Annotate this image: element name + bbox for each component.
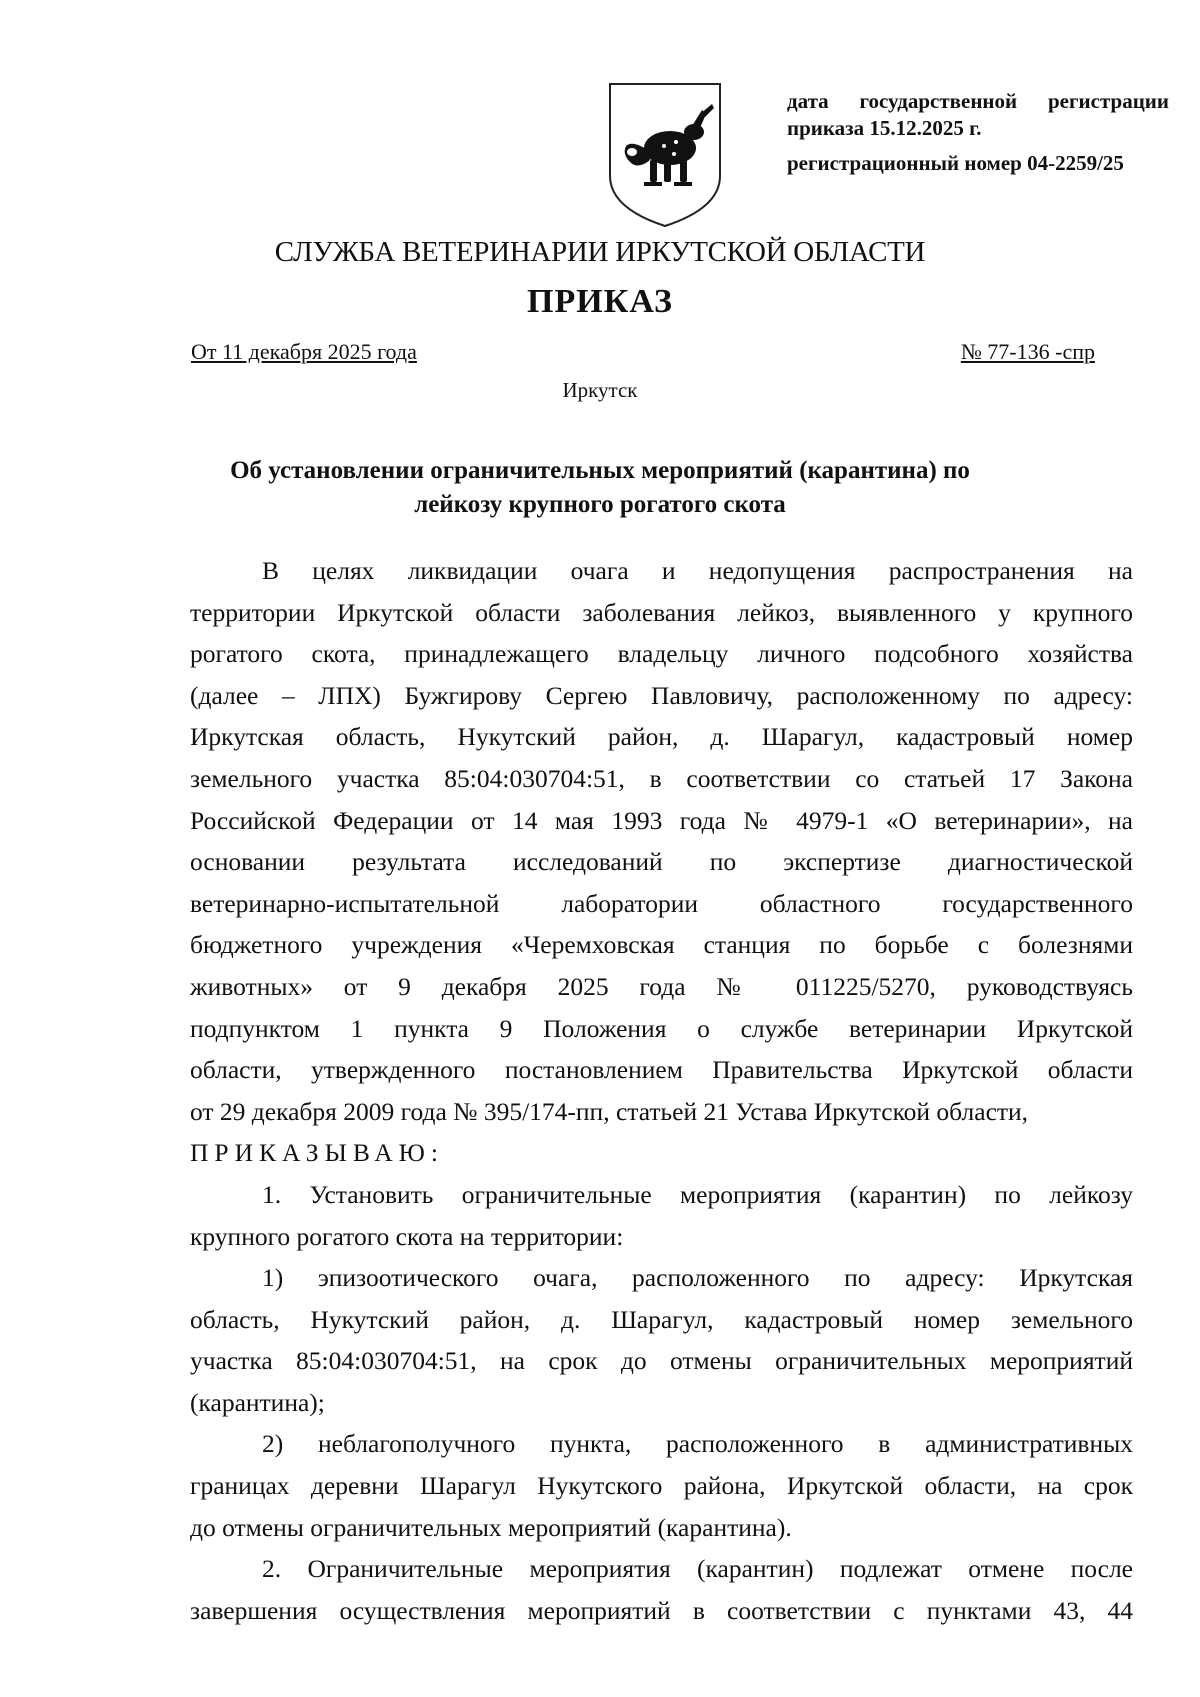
- body-line: Российской Федерации от 14 мая 1993 года № 4979-1 «О ветеринарии», на: [190, 805, 1133, 835]
- order-title: [150, 454, 1050, 522]
- order-city: Иркутск: [562, 378, 638, 402]
- body-line: ветеринарно-испытательной лаборатории областного государственного: [190, 888, 1133, 918]
- order-body: [190, 550, 1133, 1631]
- registration-date: приказа 15.12.2025 г.: [787, 116, 982, 140]
- body-line: крупного рогатого скота на территории:: [190, 1221, 624, 1251]
- body-line: область, Нукутский район, д. Шарагул, кадастровый номер земельного: [190, 1304, 1133, 1334]
- body-line: бюджетного учреждения «Черемховская станция по борьбе с болезнями: [190, 930, 1133, 960]
- coat-of-arms-emblem: [604, 80, 726, 230]
- document-type: ПРИКАЗ: [527, 283, 673, 320]
- body-line: завершения осуществления мероприятий в соответствии с пунктами 43, 44: [190, 1595, 1133, 1625]
- body-line: 2) неблагополучного пункта, расположенного в административных: [262, 1429, 1133, 1459]
- body-line: 2. Ограничительные мероприятия (карантин) подлежат отмене после: [262, 1554, 1133, 1584]
- body-line: В целях ликвидации очага и недопущения распространения на: [262, 556, 1133, 585]
- order-directive: ПРИКАЗЫВАЮ:: [190, 1138, 444, 1168]
- registration-block: [787, 88, 1169, 177]
- body-line: от 29 декабря 2009 года № 395/174-пп, статьей 21 Устава Иркутской области,: [190, 1096, 1029, 1126]
- body-line: территории Иркутской области заболевания лейкоз, выявленного у крупного: [190, 597, 1133, 627]
- body-line: до отмены ограничительных мероприятий (карантина).: [190, 1512, 792, 1542]
- body-line: 1. Установить ограничительные мероприятия (карантин) по лейкозу: [262, 1179, 1133, 1209]
- body-line: земельного участка 85:04:030704:51, в соответствии со статьей 17 Закона: [190, 763, 1133, 793]
- registration-number: регистрационный номер 04-2259/25: [787, 151, 1124, 175]
- body-line: 1) эпизоотического очага, расположенного по адресу: Иркутская: [262, 1263, 1133, 1293]
- body-line: участка 85:04:030704:51, на срок до отмены ограничительных мероприятий: [190, 1346, 1133, 1376]
- body-line: животных» от 9 декабря 2025 года № 011225/5270, руководствуясь: [190, 971, 1133, 1001]
- body-line: границах деревни Шарагул Нукутского района, Иркутской области, на срок: [190, 1471, 1133, 1501]
- body-line: рогатого скота, принадлежащего владельцу личного подсобного хозяйства: [190, 639, 1133, 669]
- registration-date-label: дата государственной регистрации: [787, 89, 1169, 113]
- organization-name: СЛУЖБА ВЕТЕРИНАРИИ ИРКУТСКОЙ ОБЛАСТИ: [274, 236, 926, 268]
- body-line: области, утвержденного постановлением Правительства Иркутской области: [190, 1055, 1133, 1085]
- body-line: (карантина);: [190, 1387, 325, 1417]
- title-line: лейкозу крупного рогатого скота: [414, 491, 786, 518]
- body-line: (далее – ЛПХ) Бужгирову Сергею Павловичу, расположенному по адресу:: [190, 680, 1133, 710]
- body-line: основании результата исследований по экспертизе диагностической: [190, 847, 1133, 877]
- order-number: № 77-136 -спр: [960, 339, 1095, 364]
- title-line: Об установлении ограничительных мероприятий (карантина) по: [230, 457, 970, 484]
- body-line: Иркутская область, Нукутский район, д. Шарагул, кадастровый номер: [190, 722, 1133, 752]
- order-date: От 11 декабря 2025 года: [191, 339, 417, 364]
- body-line: подпунктом 1 пункта 9 Положения о службе ветеринарии Иркутской: [190, 1013, 1133, 1043]
